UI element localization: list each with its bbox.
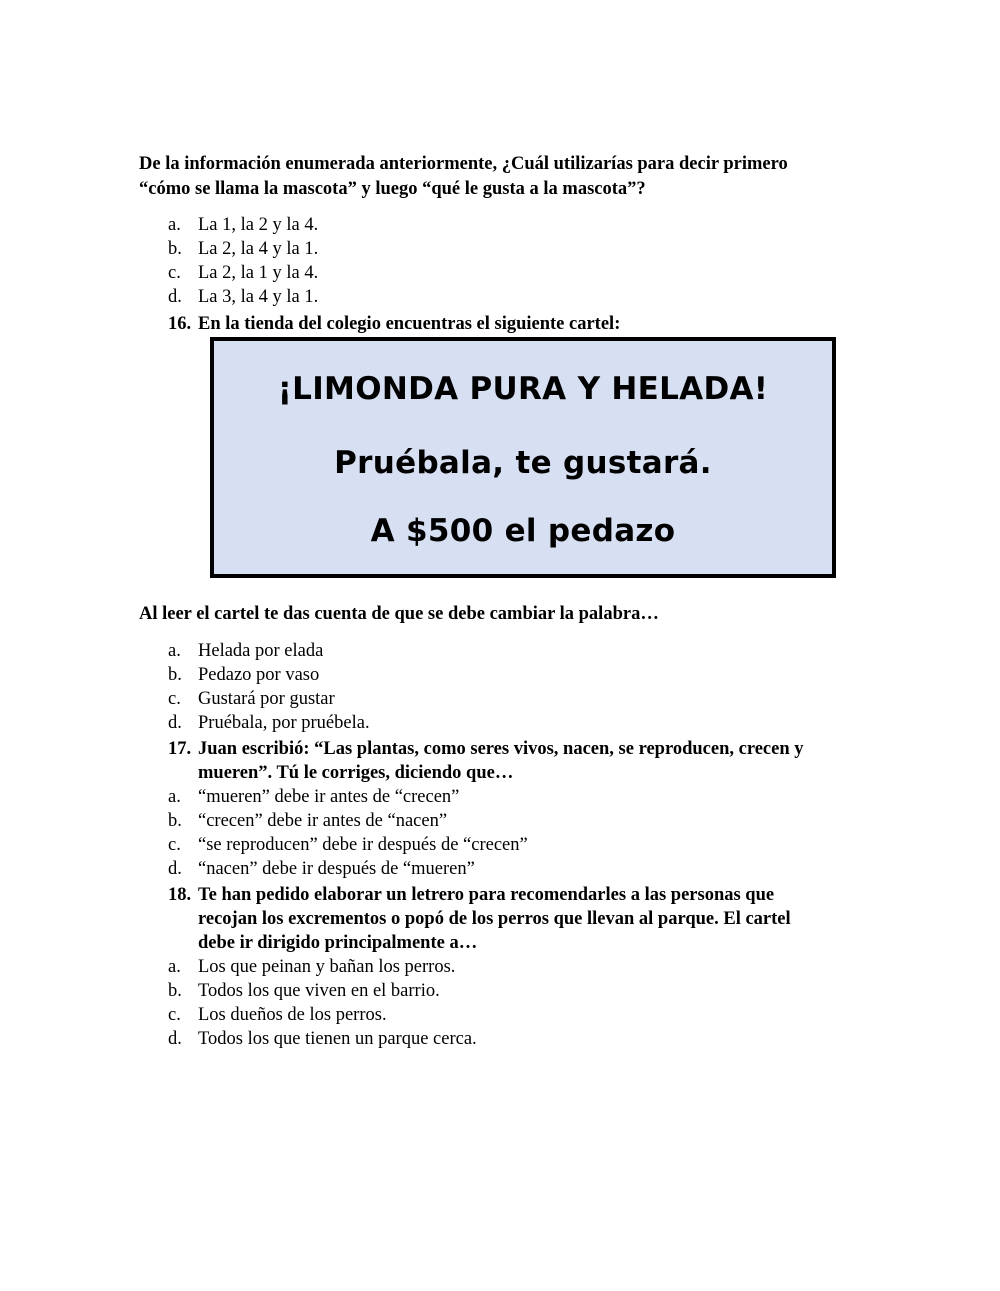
option-text: La 2, la 1 y la 4. [198, 263, 319, 283]
option-c[interactable] [168, 261, 868, 285]
question-text [198, 737, 858, 785]
option-text: Todos los que viven en el barrio. [198, 981, 440, 1001]
question-line: recojan los excrementos o popó de los perros que llevan al parque. El cartel [198, 909, 791, 929]
sign-line-1: ¡LIMONDA PURA Y HELADA! [277, 371, 769, 407]
option-d[interactable] [168, 711, 868, 735]
option-text: Los que peinan y bañan los perros. [198, 957, 456, 977]
option-letter: d. [168, 713, 182, 733]
question-17-prompt [168, 737, 858, 785]
option-text: Pedazo por vaso [198, 665, 320, 685]
question-text: En la tienda del colegio encuentras el siguiente cartel: [198, 314, 621, 334]
option-letter: c. [168, 1005, 181, 1025]
option-d[interactable] [168, 857, 868, 881]
option-b[interactable] [168, 663, 868, 687]
option-text: Gustará por gustar [198, 689, 335, 709]
sign-line-3: A $500 el pedazo [370, 513, 676, 549]
question-number: 17. [168, 739, 192, 759]
option-a[interactable] [168, 639, 868, 663]
option-b[interactable] [168, 979, 868, 1003]
sign-line-2: Pruébala, te gustará. [334, 445, 712, 481]
option-c[interactable] [168, 1003, 868, 1027]
option-text: “nacen” debe ir después de “mueren” [198, 859, 475, 879]
option-text: Pruébala, por pruébela. [198, 713, 370, 733]
question-18-prompt [168, 883, 858, 955]
option-b[interactable] [168, 809, 868, 833]
option-letter: a. [168, 641, 181, 661]
question-16-prompt [168, 312, 858, 336]
question-number: 16. [168, 314, 192, 334]
option-letter: c. [168, 263, 181, 283]
option-text: La 3, la 4 y la 1. [198, 287, 319, 307]
question-16-stem: Al leer el cartel te das cuenta de que se debe cambiar la palabra… [139, 604, 659, 624]
option-letter: c. [168, 835, 181, 855]
prompt-line: De la información enumerada anteriormente, ¿Cuál utilizarías para decir primero [139, 154, 788, 174]
option-letter: b. [168, 981, 182, 1001]
option-letter: d. [168, 287, 182, 307]
option-a[interactable] [168, 785, 868, 809]
option-text: “crecen” debe ir antes de “nacen” [198, 811, 448, 831]
question-number: 18. [168, 885, 192, 905]
prompt-line: “cómo se llama la mascota” y luego “qué le gusta a la mascota”? [139, 179, 646, 199]
option-letter: a. [168, 215, 181, 235]
option-text: Todos los que tienen un parque cerca. [198, 1029, 477, 1049]
option-text: Helada por elada [198, 641, 324, 661]
question-15-options [168, 213, 868, 309]
option-text: La 1, la 2 y la 4. [198, 215, 319, 235]
option-d[interactable] [168, 285, 868, 309]
option-b[interactable] [168, 237, 868, 261]
question-15-prompt [139, 152, 859, 202]
option-letter: b. [168, 665, 182, 685]
option-text: “se reproducen” debe ir después de “crecen” [198, 835, 528, 855]
question-18-options [168, 955, 868, 1051]
option-text: “mueren” debe ir antes de “crecen” [198, 787, 460, 807]
option-letter: b. [168, 239, 182, 259]
option-a[interactable] [168, 955, 868, 979]
question-line: debe ir dirigido principalmente a… [198, 933, 478, 953]
question-16-options [168, 639, 868, 735]
option-a[interactable] [168, 213, 868, 237]
option-letter: d. [168, 1029, 182, 1049]
option-text: Los dueños de los perros. [198, 1005, 387, 1025]
option-letter: d. [168, 859, 182, 879]
option-c[interactable] [168, 687, 868, 711]
option-letter: a. [168, 787, 181, 807]
option-d[interactable] [168, 1027, 868, 1051]
lemonade-sign [210, 337, 836, 578]
question-line: Juan escribió: “Las plantas, como seres vivos, nacen, se reproducen, crecen y [198, 739, 804, 759]
option-text: La 2, la 4 y la 1. [198, 239, 319, 259]
option-c[interactable] [168, 833, 868, 857]
option-letter: c. [168, 689, 181, 709]
question-line: Te han pedido elaborar un letrero para recomendarles a las personas que [198, 885, 775, 905]
question-text [198, 883, 858, 955]
question-line: mueren”. Tú le corriges, diciendo que… [198, 763, 514, 783]
question-17-options [168, 785, 868, 881]
option-letter: a. [168, 957, 181, 977]
option-letter: b. [168, 811, 182, 831]
